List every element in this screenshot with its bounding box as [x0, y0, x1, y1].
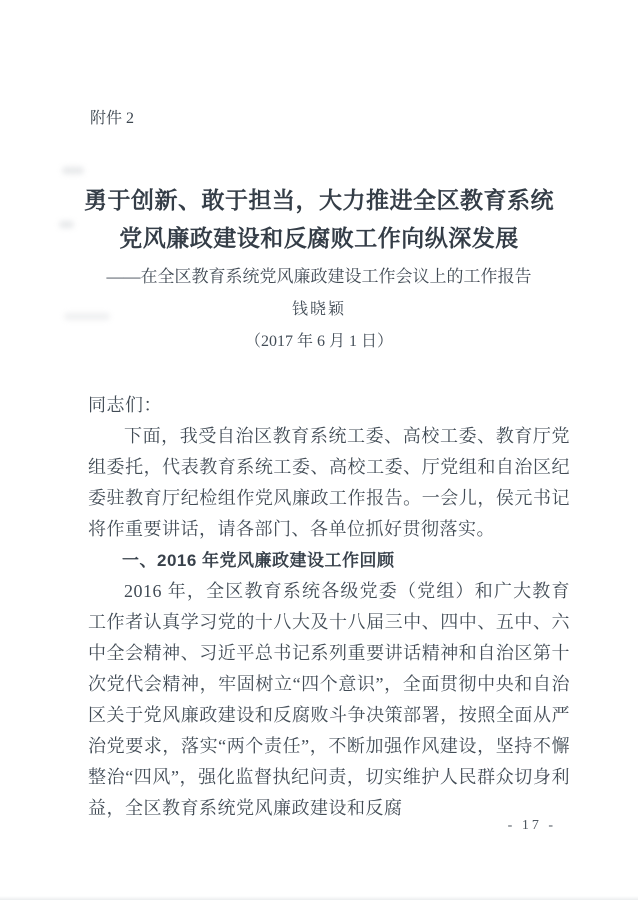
page-number: - 17 -	[507, 818, 556, 833]
salutation: 同志们：	[88, 395, 162, 415]
author-name: 钱晓颖	[291, 301, 346, 318]
scan-bottom-edge	[0, 896, 638, 900]
paragraph-section-1: 2016 年，全区教育系统各级党委（党组）和广大教育工作者认真学习党的十八大及十八届三中、四中、五中、六中全会精神、习近平总书记系列重要讲话精神和自治区第十次党代会精神，牢固树立“四个意识”，全面贯彻中央和自治区关于党风廉政建设和反腐败斗争决策部署，按照全面从严治党要求，落实“两个责任”，不断加强作风建设，坚持不懈整治“四风”，强化监督执纪问责，切实维护人民群众切身利益，全区教育系统党风廉政建设和反腐	[88, 581, 570, 818]
document-title-line1: 勇于创新、敢于担当，大力推进全区教育系统	[84, 188, 554, 213]
document-date: （2017 年 6 月 1 日）	[244, 333, 393, 350]
document-title	[70, 182, 568, 258]
document-subtitle: ——在全区教育系统党风廉政建设工作会议上的工作报告	[106, 267, 532, 286]
document-body	[88, 390, 570, 824]
section-1-heading: 一、2016 年党风廉政建设工作回顾	[122, 551, 395, 570]
paragraph-intro: 下面，我受自治区教育系统工委、高校工委、教育厅党组委托，代表教育系统工委、高校工委、厅党组和自治区纪委驻教育厅纪检组作党风廉政工作报告。一会儿，侯元书记将作重要讲话，请各部门、各单位抓好贯彻落实。	[88, 426, 570, 539]
scan-artifact	[62, 167, 84, 174]
attachment-label: 附件 2	[90, 110, 135, 127]
document-title-line2: 党风廉政建设和反腐败工作向纵深发展	[119, 226, 519, 251]
